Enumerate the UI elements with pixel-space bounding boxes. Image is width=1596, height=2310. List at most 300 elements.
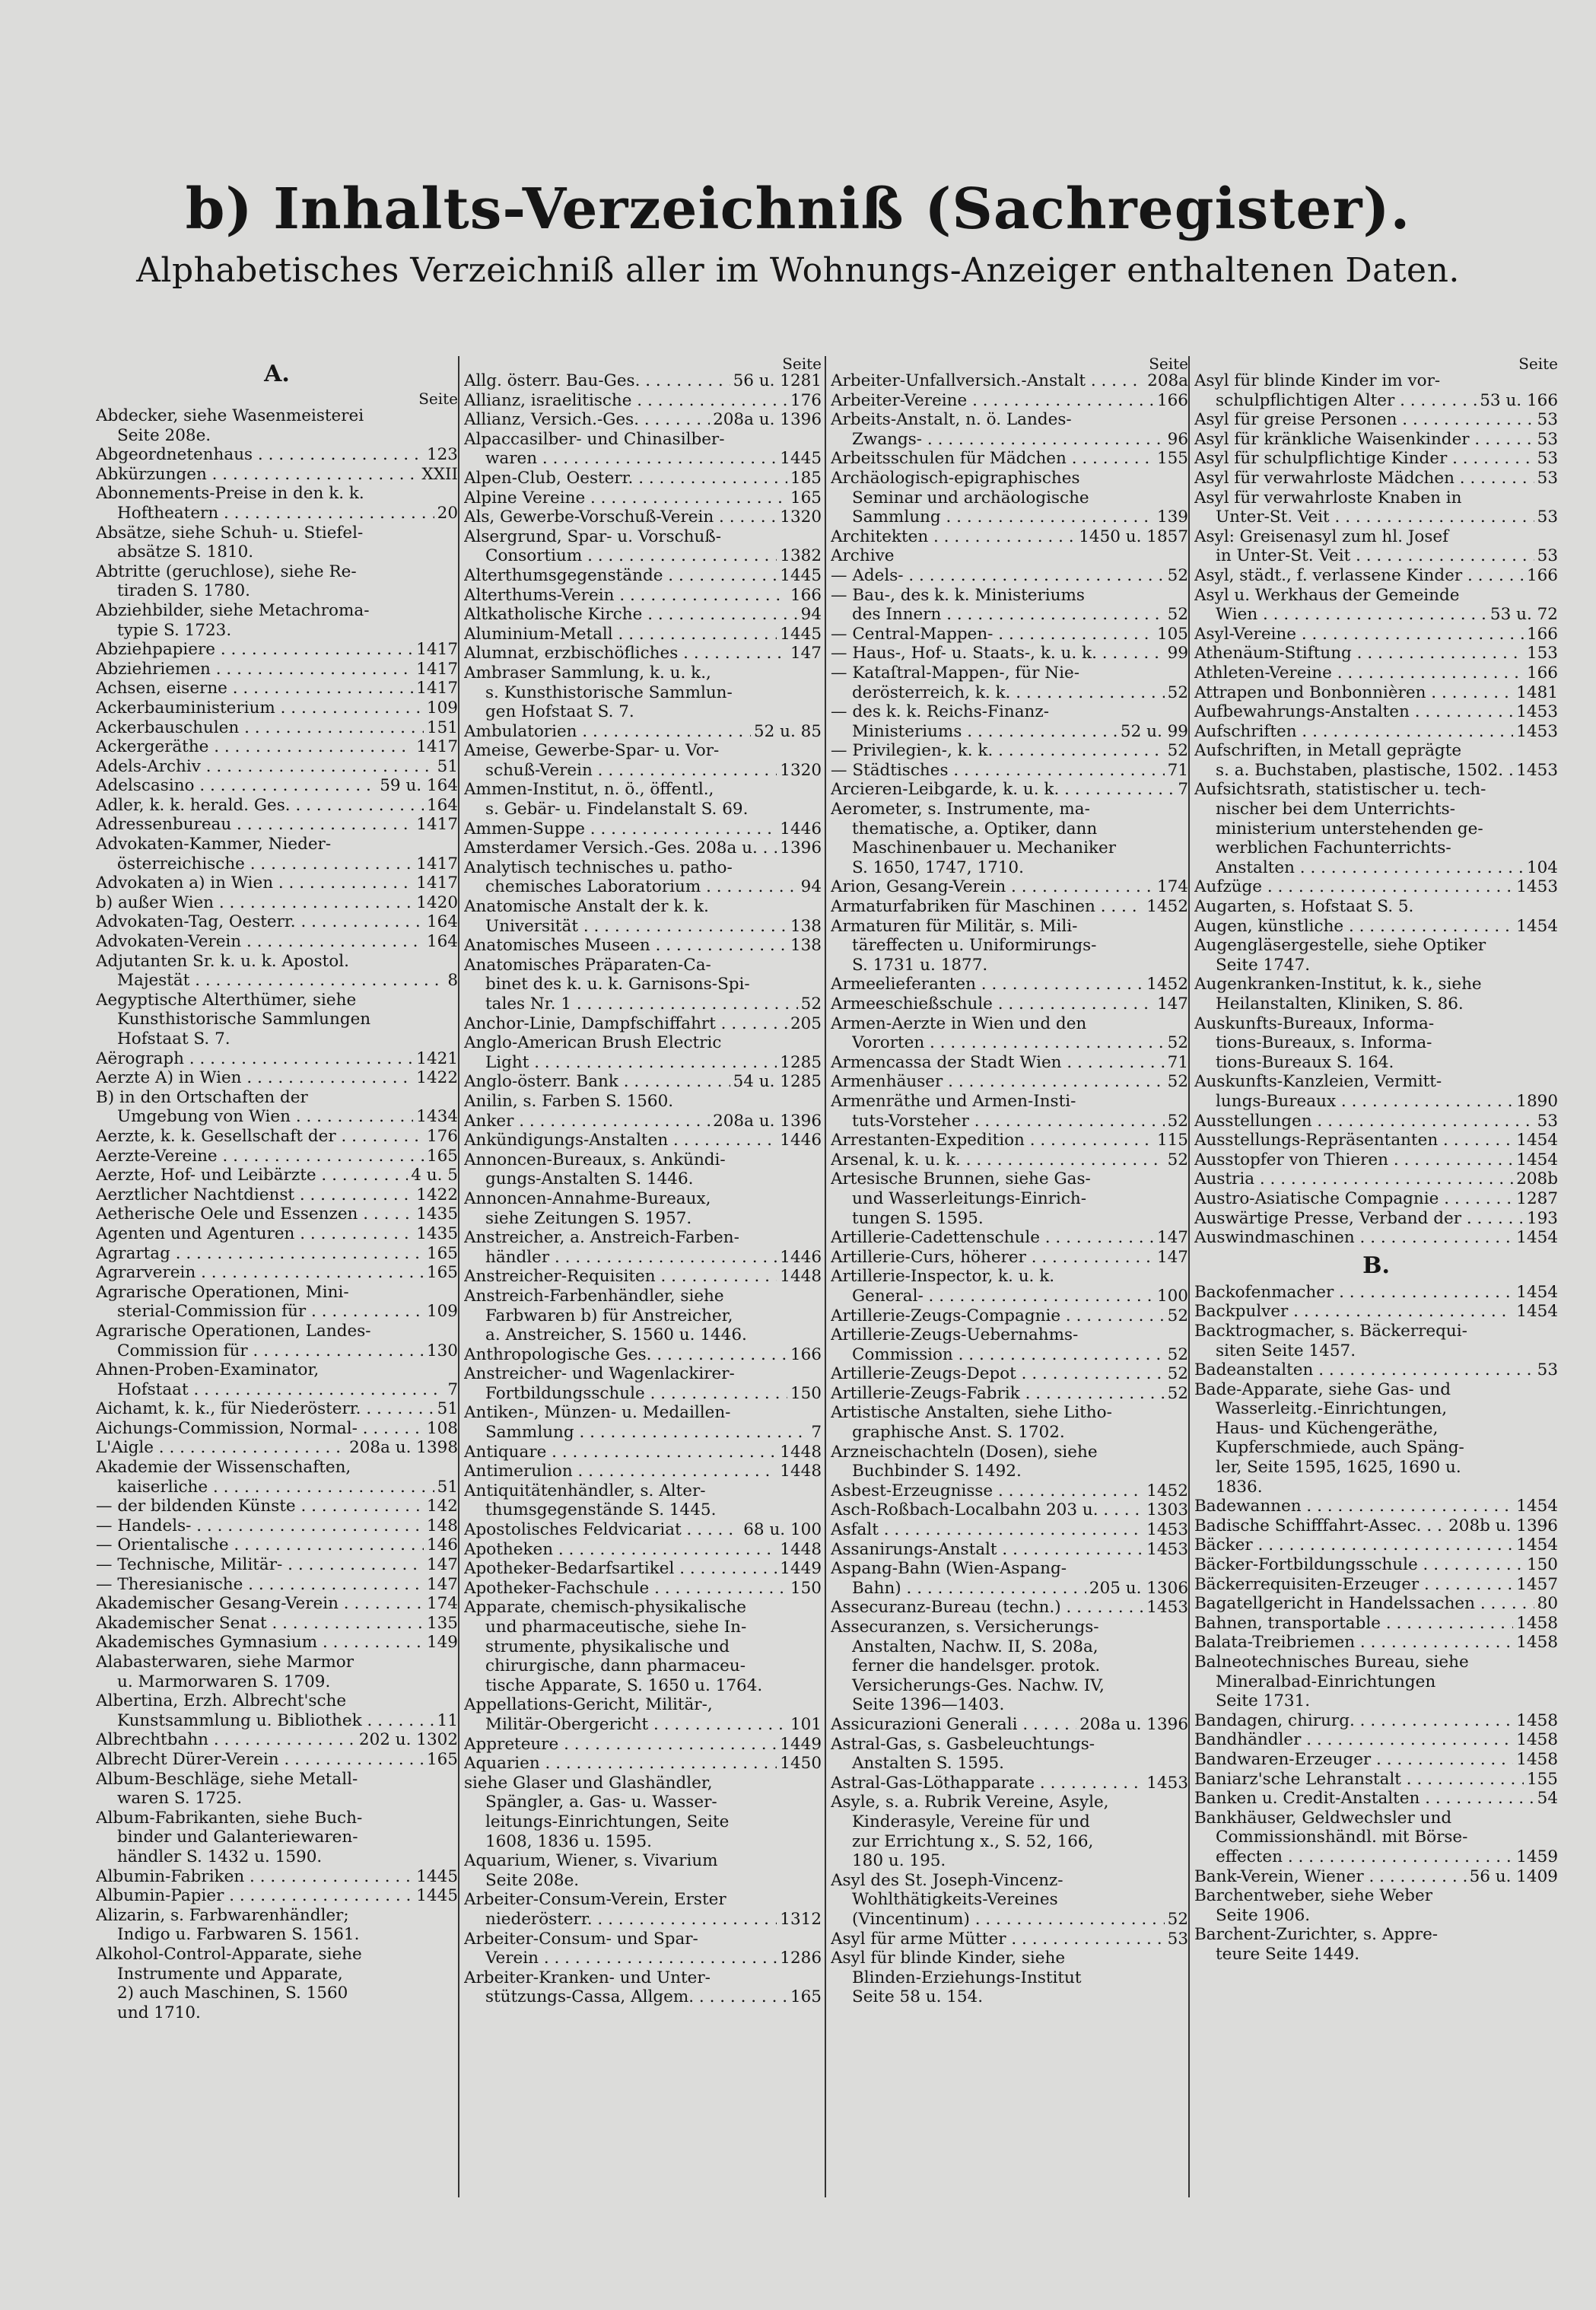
entry-page: 146 — [426, 1535, 458, 1555]
index-entry — [1194, 1555, 1558, 1575]
index-entry — [464, 527, 822, 566]
entry-page: 96 — [1167, 429, 1188, 449]
entry-page: 54 — [1537, 1789, 1558, 1809]
entry-text: Armeeschießschule . . . — [831, 994, 1154, 1014]
entry-text: Commissionshändl. mit Börse- — [1216, 1828, 1468, 1847]
entry-text: Alumnat, erzbischöfliches . . . — [464, 644, 787, 663]
index-entry — [831, 702, 1188, 741]
entry-text: Astral-Gas, s. Gasbeleuchtungs- — [831, 1734, 1095, 1754]
index-entry — [1194, 1730, 1558, 1750]
entry-text: Anchor-Linie, Dampfschiffahrt . . . — [464, 1014, 787, 1034]
entry-text: Annoncen-Annahme-Bureaux, — [464, 1188, 711, 1208]
entry-page: 1421 — [416, 1048, 458, 1068]
index-entry — [831, 741, 1188, 761]
entry-text: Backtrogmacher, s. Bäckerrequi- — [1194, 1321, 1467, 1341]
index-entry — [1194, 1131, 1558, 1150]
entry-text: Alpaccasilber- und Chinasilber- — [464, 429, 725, 449]
entry-text: Auswärtige Presse, Verband der . . . — [1194, 1209, 1524, 1229]
index-entry — [96, 1127, 458, 1147]
index-entry — [1194, 469, 1558, 488]
entry-text: Spängler, a. Gas- u. Wasser- — [485, 1793, 717, 1812]
entry-text: Abkürzungen . . . — [96, 465, 418, 485]
index-entry — [96, 1516, 458, 1536]
index-entry — [96, 484, 458, 523]
entry-text: Adressenbureau . . . — [96, 815, 413, 835]
entry-text: binet des k. u. k. Garnisons-Spi- — [485, 975, 750, 994]
entry-text: Asyl für greise Personen . . . — [1194, 410, 1534, 430]
index-entry — [96, 873, 458, 893]
entry-text: — Handels- . . . — [96, 1516, 424, 1536]
index-entry — [464, 1968, 822, 2007]
index-column-3 — [825, 356, 1188, 2197]
entry-text: Arbeitsschulen für Mädchen . . . — [831, 449, 1154, 469]
entry-text: Instrumente und Apparate, — [117, 1964, 343, 1984]
index-entry — [464, 1462, 822, 1481]
entry-text: Anker . . . — [464, 1112, 710, 1131]
entry-text: Antimerulion . . . — [464, 1462, 777, 1481]
index-entry — [464, 1033, 822, 1072]
index-entry — [831, 1793, 1188, 1870]
entry-page: 1417 — [416, 659, 458, 679]
entry-text: gungs-Anstalten S. 1446. — [485, 1169, 694, 1189]
index-entry — [464, 819, 822, 839]
entry-text: waren S. 1725. — [117, 1789, 243, 1809]
entry-text: Assecuranzen, s. Versicherungs- — [831, 1618, 1099, 1637]
index-entry — [831, 1774, 1188, 1793]
entry-text: Artillerie-Zeugs-Uebernahms- — [831, 1325, 1079, 1345]
entry-text: Anatomisches Präparaten-Ca- — [464, 955, 711, 975]
entry-page: 202 u. 1302 — [358, 1730, 458, 1750]
entry-text: Assecuranz-Bureau (techn.) . . . — [831, 1598, 1143, 1618]
index-entry — [464, 1598, 822, 1695]
entry-text: Attrapen und Bonbonnièren . . . — [1194, 683, 1513, 703]
entry-text: Mineralbad-Einrichtungen — [1216, 1672, 1436, 1691]
index-entry — [96, 1691, 458, 1730]
index-entry — [831, 917, 1188, 975]
entry-page: 53 — [1537, 508, 1558, 527]
index-entry — [464, 780, 822, 819]
index-entry — [464, 1403, 822, 1442]
index-entry — [464, 1072, 822, 1092]
entry-text: Ackerbauschulen . . . — [96, 718, 424, 738]
entry-page: 150 — [790, 1383, 822, 1403]
entry-text: Seite 1906. — [1216, 1905, 1311, 1925]
entry-text: Annoncen-Bureaux, s. Ankündi- — [464, 1150, 726, 1169]
entry-text: Ambulatorien . . . — [464, 722, 751, 742]
entry-text: Arcieren-Leibgarde, k. u. k. . . . — [831, 780, 1175, 800]
index-entry — [96, 640, 458, 660]
entry-text: Ausstellungs-Repräsentanten . . . — [1194, 1131, 1513, 1150]
entry-page: 1454 — [1516, 916, 1558, 936]
entry-text: ler, Seite 1595, 1625, 1690 u. — [1216, 1458, 1461, 1478]
entry-page: XXII — [421, 464, 458, 484]
entry-page: 1453 — [1516, 721, 1558, 741]
index-entry — [831, 1520, 1188, 1540]
entry-page: 52 — [1167, 1072, 1188, 1092]
entry-text: Aquarium, Wiener, s. Vivarium — [464, 1851, 718, 1871]
entry-page: 135 — [426, 1613, 458, 1633]
entry-text: Allg. österr. Bau-Ges. . . . — [464, 371, 730, 391]
entry-text: Augengläsergestelle, siehe Optiker — [1194, 936, 1486, 956]
entry-text: Anglo-American Brush Electric — [464, 1033, 722, 1053]
index-entry — [464, 1540, 822, 1560]
entry-page: 53 u. 72 — [1489, 605, 1558, 625]
index-entry — [96, 523, 458, 562]
entry-text: Aluminium-Metall . . . — [464, 625, 777, 644]
entry-text: Advokaten a) in Wien . . . — [96, 873, 413, 893]
entry-text: Albrecht Dürer-Verein . . . — [96, 1750, 424, 1770]
entry-text: Majestät . . . — [117, 971, 444, 991]
index-column-2 — [458, 356, 822, 2197]
entry-text: effecten . . . — [1216, 1847, 1513, 1867]
entry-text: Balata-Treibriemen . . . — [1194, 1633, 1513, 1653]
index-entry — [96, 835, 458, 873]
entry-page: 52 — [800, 994, 822, 1013]
index-entry — [1194, 1653, 1558, 1711]
entry-text: Aerometer, s. Instrumente, ma- — [831, 800, 1090, 819]
index-entry — [831, 644, 1188, 663]
index-entry — [96, 893, 458, 913]
seite-label: Seite — [1149, 355, 1188, 373]
index-entry — [464, 1754, 822, 1774]
index-entry — [96, 1360, 458, 1399]
entry-text: Aufschriften . . . — [1194, 722, 1513, 742]
entry-page: 165 — [426, 1749, 458, 1769]
entry-text: Fortbildungsschule . . . — [485, 1384, 787, 1404]
index-entry — [1194, 722, 1558, 742]
entry-page: 1453 — [1146, 1598, 1188, 1618]
index-entry — [464, 1443, 822, 1462]
entry-page: 1417 — [416, 679, 458, 698]
entry-page: 166 — [1156, 390, 1188, 410]
entry-text: Album-Fabrikanten, siehe Buch- — [96, 1808, 363, 1828]
entry-page: 1452 — [1146, 975, 1188, 994]
entry-page: 1446 — [780, 1131, 822, 1150]
index-entry — [831, 371, 1188, 391]
index-entry — [464, 1930, 822, 1968]
index-entry — [1194, 644, 1558, 663]
index-entry — [1194, 702, 1558, 722]
index-entry — [1194, 780, 1558, 877]
entry-text: Agenten und Agenturen . . . — [96, 1224, 413, 1244]
entry-text: Alabasterwaren, siehe Marmor — [96, 1653, 354, 1672]
entry-text: — Orientalische . . . — [96, 1535, 424, 1555]
entry-text: Armen-Aerzte in Wien und den — [831, 1013, 1087, 1033]
entry-page: 208a u. 1396 — [1079, 1714, 1188, 1734]
entry-text: schuß-Verein . . . — [485, 761, 777, 781]
entry-text: 1836. — [1216, 1477, 1263, 1497]
index-entry — [464, 1345, 822, 1365]
index-entry — [464, 1150, 822, 1189]
entry-text: Banken u. Credit-Anstalten . . . — [1194, 1789, 1534, 1809]
entry-text: Athenäum-Stiftung . . . — [1194, 644, 1524, 663]
entry-page: 1458 — [1516, 1710, 1558, 1730]
entry-page: 53 — [1537, 1360, 1558, 1380]
index-entry — [831, 994, 1188, 1014]
entry-text: 180 u. 195. — [852, 1851, 946, 1871]
entry-text: Alkohol-Control-Apparate, siehe — [96, 1944, 362, 1964]
index-entry — [831, 1481, 1188, 1501]
entry-page: 1303 — [1146, 1500, 1188, 1520]
entry-page: 53 — [1537, 429, 1558, 449]
entry-text: graphische Anst. S. 1702. — [852, 1423, 1065, 1443]
index-entry — [831, 1540, 1188, 1560]
entry-text: Abgeordnetenhaus . . . — [96, 445, 424, 465]
entry-text: Aufschriften, in Metall geprägte — [1194, 741, 1462, 761]
index-entry — [1194, 371, 1558, 410]
entry-text: Altkatholische Kirche . . . — [464, 605, 798, 625]
index-entry — [1194, 1867, 1558, 1887]
entry-text: nischer bei dem Unterrichts- — [1216, 800, 1455, 819]
entry-text: Alpine Vereine . . . — [464, 488, 787, 508]
entry-page: 1446 — [780, 1247, 822, 1267]
entry-text: — des k. k. Reichs-Finanz- — [831, 702, 1049, 722]
entry-text: Bandwaren-Erzeuger . . . — [1194, 1750, 1513, 1770]
entry-page: 115 — [1156, 1131, 1188, 1150]
index-entry — [464, 410, 822, 430]
index-entry — [1194, 1322, 1558, 1360]
entry-page: 1449 — [780, 1559, 822, 1579]
index-entry — [96, 1575, 458, 1595]
entry-text: Umgebung von Wien . . . — [117, 1107, 413, 1127]
index-entry — [831, 1072, 1188, 1092]
entry-text: Arbeits-Anstalt, n. ö. Landes- — [831, 410, 1072, 430]
entry-page: 149 — [426, 1633, 458, 1653]
entry-page: 147 — [1156, 994, 1188, 1013]
index-entry — [831, 469, 1188, 527]
entry-text: Aichungs-Commission, Normal- . . . — [96, 1419, 424, 1439]
entry-page: 165 — [426, 1263, 458, 1283]
index-entry — [1194, 936, 1558, 975]
entry-text: gen Hofstaat S. 7. — [485, 702, 634, 722]
entry-text: Arzneischachteln (Dosen), siehe — [831, 1442, 1098, 1462]
entry-text: s. Gebär- u. Findelanstalt S. 69. — [485, 800, 749, 819]
entry-text: Asyl u. Werkhaus der Gemeinde — [1194, 585, 1460, 605]
entry-text: Armaturen für Militär, s. Mili- — [831, 916, 1078, 936]
entry-text: — Städtisches . . . — [831, 761, 1165, 781]
entry-text: teure Seite 1449. — [1216, 1944, 1360, 1964]
index-entry — [831, 1248, 1188, 1268]
entry-text: Anglo-österr. Bank . . . — [464, 1072, 730, 1092]
entry-text: Ammen-Institut, n. ö., öffentl., — [464, 780, 714, 800]
entry-page: 174 — [426, 1594, 458, 1614]
entry-text: Badeanstalten . . . — [1194, 1360, 1534, 1380]
entry-text: absätze S. 1810. — [117, 542, 254, 562]
index-entry — [96, 1049, 458, 1069]
entry-text: tische Apparate, S. 1650 u. 1764. — [485, 1675, 763, 1695]
entry-page: 1452 — [1146, 1481, 1188, 1500]
entry-text: (Vincentinum) . . . — [852, 1910, 1165, 1930]
index-entry — [96, 718, 458, 738]
index-entry — [96, 1068, 458, 1088]
index-entry — [464, 1267, 822, 1287]
entry-text: Abziehriemen . . . — [96, 660, 413, 679]
index-entry — [1194, 741, 1558, 780]
index-entry — [96, 1185, 458, 1205]
entry-text: und 1710. — [117, 2003, 201, 2022]
entry-text: u. Marmorwaren S. 1709. — [117, 1672, 331, 1691]
entry-page: 1454 — [1516, 1302, 1558, 1322]
entry-text: kaiserliche . . . — [117, 1478, 434, 1497]
entry-text: 1608, 1836 u. 1595. — [485, 1831, 652, 1851]
index-entry — [831, 566, 1188, 586]
entry-text: tions-Bureaux, s. Informa- — [1216, 1033, 1432, 1053]
entry-text: Anstreicher- und Wagenlackirer- — [464, 1364, 735, 1384]
entry-text: Zwangs- . . . — [852, 430, 1165, 450]
entry-text: Asyl: Greisenasyl zum hl. Josef — [1194, 527, 1449, 546]
entry-text: Assanirungs-Anstalt . . . — [831, 1540, 1143, 1560]
entry-page: 1445 — [780, 565, 822, 585]
entry-text: Alterthumsgegenstände . . . — [464, 566, 777, 586]
entry-text: Asfalt . . . — [831, 1520, 1143, 1540]
entry-page: 208a u. 1396 — [713, 1111, 822, 1131]
entry-text: Albrechtbahn . . . — [96, 1730, 356, 1750]
entry-text: Aquarien . . . — [464, 1754, 777, 1774]
index-entry — [831, 1053, 1188, 1073]
index-entry — [831, 1871, 1188, 1930]
entry-text: siten Seite 1457. — [1216, 1341, 1356, 1360]
index-entry — [831, 1150, 1188, 1170]
index-entry — [1194, 1575, 1558, 1595]
index-entry — [96, 776, 458, 796]
entry-page: 166 — [1526, 624, 1558, 644]
index-entry — [831, 449, 1188, 469]
entry-text: Asyl für verwahrloste Knaben in — [1194, 488, 1462, 508]
entry-text: Buchbinder S. 1492. — [852, 1462, 1022, 1481]
entry-page: 174 — [1156, 877, 1188, 897]
index-entry — [1194, 586, 1558, 625]
entry-text: Ausstopfer von Thieren . . . — [1194, 1150, 1513, 1170]
entry-page: 1454 — [1516, 1497, 1558, 1516]
index-entry — [464, 1559, 822, 1579]
entry-page: 1453 — [1516, 702, 1558, 722]
entry-page: 51 — [437, 1399, 458, 1419]
entry-text: Abtritte (geruchlose), siehe Re- — [96, 562, 357, 581]
entry-page: 104 — [1526, 858, 1558, 877]
entry-text: chirurgische, dann pharmaceu- — [485, 1656, 746, 1676]
entry-text: Militär-Obergericht . . . — [485, 1715, 787, 1735]
index-entry — [464, 566, 822, 586]
entry-text: B) in den Ortschaften der — [96, 1087, 308, 1107]
entry-page: 164 — [426, 912, 458, 932]
entry-page: 1452 — [1146, 897, 1188, 917]
entry-text: Hofstaat . . . — [117, 1380, 444, 1400]
entry-text: derösterreich, k. k. . . . — [852, 683, 1165, 703]
entry-text: Adels-Archiv . . . — [96, 757, 434, 777]
entry-text: Agrarische Operationen, Landes- — [96, 1321, 371, 1341]
entry-text: Abziehpapiere . . . — [96, 640, 413, 660]
entry-text: Artillerie-Zeugs-Depot . . . — [831, 1364, 1165, 1384]
index-entry — [464, 469, 822, 488]
entry-text: — Technische, Militär- . . . — [96, 1555, 424, 1575]
index-column-4 — [1188, 356, 1558, 2197]
entry-text: waren . . . — [485, 449, 777, 469]
entry-text: Barchentweber, siehe Weber — [1194, 1886, 1433, 1906]
entry-text: stützungs-Cassa, Allgem. . . . — [485, 1987, 787, 2007]
index-entry — [96, 1750, 458, 1770]
index-entry — [1194, 527, 1558, 566]
entry-page: 153 — [1526, 644, 1558, 663]
entry-text: Haus- und Küchengeräthe, — [1216, 1418, 1439, 1438]
entry-text: thumsgegenstände S. 1445. — [485, 1500, 717, 1520]
entry-text: Astral-Gas-Löthapparate . . . — [831, 1774, 1143, 1793]
index-entry — [831, 1014, 1188, 1053]
entry-page: 208b u. 1396 — [1448, 1516, 1558, 1535]
entry-page: 1454 — [1516, 1131, 1558, 1150]
entry-page: 1449 — [780, 1734, 822, 1754]
entry-page: 52 — [1167, 1364, 1188, 1384]
entry-text: Ankündigungs-Anstalten . . . — [464, 1131, 777, 1150]
entry-text: Austria . . . — [1194, 1169, 1513, 1189]
entry-page: 100 — [1156, 1286, 1188, 1306]
index-entry — [96, 815, 458, 835]
entry-text: Augenkranken-Institut, k. k., siehe — [1194, 975, 1482, 994]
entry-text: Als, Gewerbe-Vorschuß-Verein . . . — [464, 508, 777, 527]
entry-page: 1454 — [1516, 1150, 1558, 1169]
entry-page: 165 — [426, 1146, 458, 1166]
index-entry — [1194, 410, 1558, 430]
entry-text: Armencassa der Stadt Wien . . . — [831, 1053, 1165, 1073]
entry-text: Album-Beschläge, siehe Metall- — [96, 1769, 358, 1789]
index-entry — [464, 371, 822, 391]
index-entry — [464, 1735, 822, 1755]
entry-page: 166 — [790, 1344, 822, 1364]
entry-page: 53 — [1537, 449, 1558, 469]
entry-text: Asyl für kränkliche Waisenkinder . . . — [1194, 430, 1534, 450]
entry-text: Auskunfts-Kanzleien, Vermitt- — [1194, 1072, 1442, 1092]
entry-text: Farbwaren b) für Anstreicher, — [485, 1306, 733, 1325]
entry-page: 1448 — [780, 1267, 822, 1287]
entry-page: 71 — [1167, 760, 1188, 780]
entry-text: Ackerbauministerium . . . — [96, 698, 424, 718]
index-entry — [831, 1949, 1188, 2007]
index-entry — [96, 660, 458, 679]
entry-page: 1417 — [416, 854, 458, 873]
index-entry — [1194, 877, 1558, 897]
index-entry — [464, 1890, 822, 1929]
entry-text: und pharmaceutische, siehe In- — [485, 1618, 747, 1637]
index-entry — [96, 1867, 458, 1887]
entry-page: 176 — [790, 390, 822, 410]
index-entry — [464, 858, 822, 897]
entry-text: Arbeiter-Vereine . . . — [831, 391, 1154, 411]
entry-text: Verein . . . — [485, 1949, 777, 1968]
index-entry — [831, 1715, 1188, 1735]
entry-text: Alpen-Club, Oesterr. . . . — [464, 469, 787, 488]
entry-text: Architekten . . . — [831, 527, 1076, 547]
entry-text: Arbeiter-Consum- und Spar- — [464, 1929, 698, 1949]
entry-text: strumente, physikalische und — [485, 1637, 730, 1656]
entry-page: 1453 — [1146, 1520, 1188, 1540]
entry-page: 155 — [1156, 449, 1188, 469]
entry-text: Anstalten, Nachw. II, S. 208a, — [852, 1637, 1098, 1656]
entry-page: 105 — [1156, 624, 1188, 644]
entry-text: Agrartag . . . — [96, 1244, 424, 1264]
entry-text: Universität . . . — [485, 917, 787, 937]
entry-text: — Adels- . . . — [831, 566, 1165, 586]
entry-page: 1445 — [780, 449, 822, 469]
entry-text: tions-Bureaux S. 164. — [1216, 1052, 1394, 1072]
entry-text: Adjutanten Sr. k. u. k. Apostol. — [96, 951, 349, 971]
entry-text: Advokaten-Tag, Oesterr. . . . — [96, 912, 424, 932]
entry-text: Asyl, städt., f. verlassene Kinder . . . — [1194, 566, 1524, 586]
entry-text: Aufzüge . . . — [1194, 877, 1513, 897]
index-entry — [1194, 1633, 1558, 1653]
entry-page: 150 — [1526, 1555, 1558, 1575]
entry-text: binder und Galanteriewaren- — [117, 1828, 358, 1847]
index-entry — [1194, 1886, 1558, 1925]
entry-text: Indigo u. Farbwaren S. 1561. — [117, 1925, 360, 1945]
